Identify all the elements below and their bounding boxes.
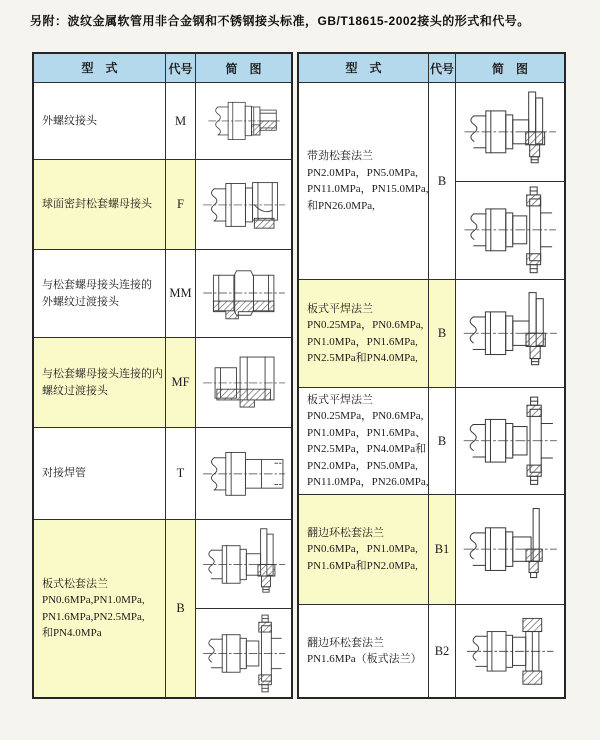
code-cell: MM [166,250,196,337]
diagram-cell [196,83,291,159]
type-line: PN2.0MPa，PN5.0MPa, [307,166,418,179]
type-line: PN0.25MPa，PN0.6MPa, [307,319,424,331]
fitting-table-right [297,52,566,699]
type-line: 和PN4.0MPa [42,627,102,639]
table-row [299,82,564,279]
type-line: 球面密封松套螺母接头 [42,198,152,211]
diagram-subcell [196,250,291,337]
diagram-subcell [456,605,564,697]
table-row [34,337,291,427]
diagram-subcell [196,83,291,159]
header-type: 型 式 [299,54,429,82]
type-cell [34,428,166,519]
fitting-diagram-double-male [199,253,288,333]
diagram-subcell [196,428,291,519]
diagram-subcell [196,338,291,427]
code-cell: B [429,388,456,494]
fitting-diagram-flange-thin [459,499,561,599]
table-row [34,249,291,337]
code-cell: B [166,520,196,697]
header-diagram: 简 图 [196,54,291,82]
table-row [299,494,564,604]
diagram-subcell [456,495,564,604]
diagram-subcell [456,388,564,494]
diagram-subcell [196,520,291,608]
diagram-subcell [456,83,564,181]
type-line: 和PN26.0MPa, [307,199,375,212]
type-cell [299,280,429,387]
type-line: 外螺纹过渡接头 [42,295,119,308]
fitting-diagram-flange-sym [199,613,288,694]
type-line: 板式平焊法兰 [307,302,373,315]
fitting-diagram-flange-up [459,87,561,177]
fitting-diagram-male-thread [199,86,288,156]
table-row [34,159,291,249]
header-code: 代号 [429,54,456,82]
type-line: 翻边环松套法兰 [307,636,384,649]
fitting-diagram-male-female [199,342,288,424]
type-line: PN11.0MPa，PN15.0MPa, [307,183,429,195]
type-line: 与松套螺母接头连接的 [42,279,152,291]
fitting-diagram-flange-ring [459,609,561,694]
diagram-cell [196,250,291,337]
fitting-diagram-flange-up [199,524,288,605]
code-cell: T [166,428,196,519]
type-line: PN1.6MPa,PN2.5MPa, [42,610,145,623]
diagram-cell [196,520,291,697]
diagram-cell [456,388,564,494]
table-row [34,427,291,519]
type-line: 螺纹过渡接头 [42,384,108,397]
fitting-diagram-swivel-nut [199,164,288,246]
type-cell [299,83,429,279]
header-code: 代号 [166,54,196,82]
type-cell [34,160,166,249]
type-line: 外螺纹接头 [42,114,97,127]
fitting-diagram-flange-sym [459,185,561,275]
type-line: PN1.0MPa，PN1.6MPa、 [307,426,427,439]
type-line: PN1.0MPa，PN1.6MPa, [307,335,418,348]
diagram-subcell [196,160,291,249]
type-line: PN0.25MPa，PN0.6MPa, [307,410,424,422]
type-cell [34,520,166,697]
table-row [299,387,564,494]
type-line: PN11.0MPa，PN26.0MPa, [307,476,429,488]
tables-container [32,52,566,699]
type-line: PN0.6MPa，PN1.0MPa, [307,543,418,556]
table-row [34,519,291,697]
type-line: 与松套螺母接头连接的内 [42,368,163,380]
table-header-row [299,54,564,82]
diagram-subcell [196,608,291,697]
diagram-cell [196,160,291,249]
code-cell: B2 [429,605,456,697]
type-line: PN2.5MPa，PN4.0MPa和 [307,443,427,455]
diagram-cell [456,605,564,697]
type-line: PN1.6MPa和PN2.0MPa, [307,559,418,572]
header-diagram: 简 图 [456,54,564,82]
type-line: 带劲松套法兰 [307,150,373,162]
diagram-subcell [456,181,564,280]
code-cell: M [166,83,196,159]
fitting-diagram-flange-sym [459,392,561,490]
type-cell [299,495,429,604]
type-cell [299,605,429,697]
code-cell: MF [166,338,196,427]
diagram-subcell [456,280,564,387]
type-cell [34,338,166,427]
type-line: PN1.6MPa（板式法兰） [307,653,422,665]
type-cell [34,250,166,337]
table-row [34,82,291,159]
fitting-diagram-flange-up [459,284,561,382]
page-title: 另附：波纹金属软管用非合金钢和不锈钢接头标准，GB/T18615-2002接头的形式和代号。 [30,14,530,28]
diagram-cell [456,83,564,279]
type-line: 翻边环松套法兰 [307,526,384,539]
diagram-cell [196,428,291,519]
fitting-diagram-butt-weld [199,432,288,516]
code-cell: B1 [429,495,456,604]
type-line: PN2.0MPa，PN5.0MPa, [307,459,418,472]
diagram-cell [456,280,564,387]
type-line: 对接焊管 [42,467,86,480]
diagram-cell [196,338,291,427]
fitting-table-left [32,52,293,699]
type-cell [299,388,429,494]
type-line: PN0.6MPa,PN1.0MPa, [42,594,145,606]
type-cell [34,83,166,159]
table-row [299,279,564,387]
type-line: 板式松套法兰 [42,577,108,590]
code-cell: F [166,160,196,249]
diagram-cell [456,495,564,604]
table-header-row [34,54,291,82]
type-line: 板式平焊法兰 [307,393,373,406]
code-cell: B [429,280,456,387]
code-cell: B [429,83,456,279]
header-type: 型 式 [34,54,166,82]
table-row [299,604,564,697]
type-line: PN2.5MPa和PN4.0MPa, [307,352,418,364]
